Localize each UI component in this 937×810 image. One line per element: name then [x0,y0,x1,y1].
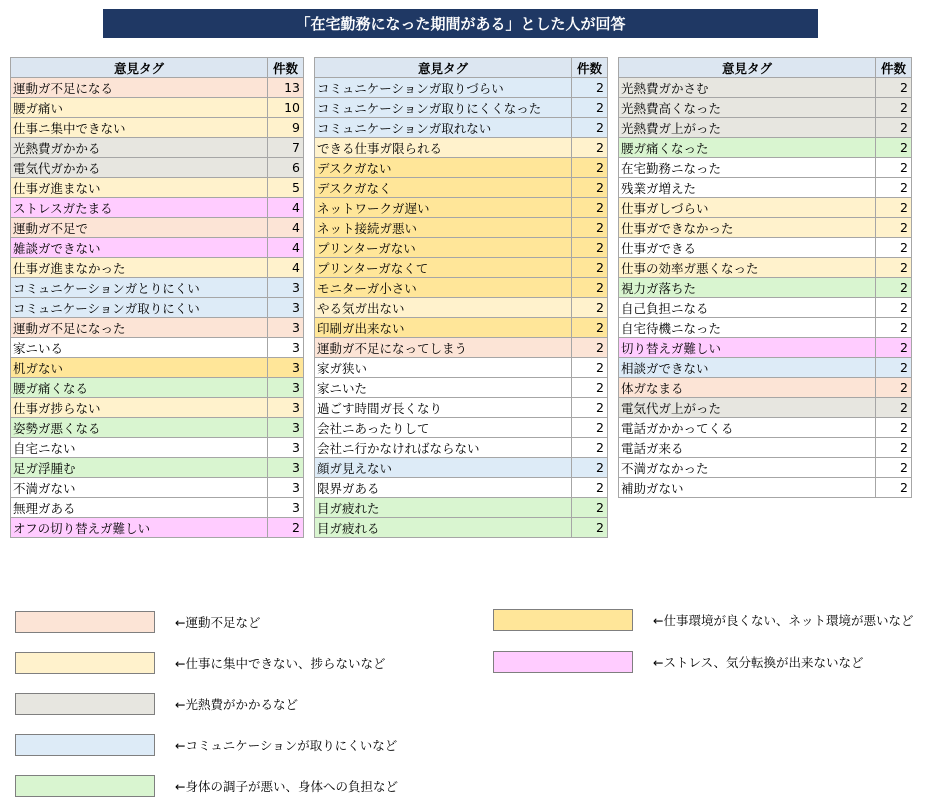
table-row [11,118,304,138]
table-row [315,298,608,318]
count-cell: 13 [268,78,304,98]
legend-label: ←コミュニケーションが取りにくいなど [175,738,398,753]
table-header [11,58,304,78]
tag-cell: コミュニケーションガ取りづらい [315,78,572,98]
tag-cell: 会社ニあったりして [315,418,572,438]
tag-cell: コミュニケーションガ取りにくくなった [315,98,572,118]
count-cell: 2 [572,278,608,298]
count-cell: 2 [876,258,912,278]
tag-cell: 運動ガ不足になった [11,318,268,338]
tag-cell: 在宅勤務ニなった [619,158,876,178]
tag-cell: プリンターガなくて [315,258,572,278]
tag-cell: モニターガ小さい [315,278,572,298]
table-row [619,338,912,358]
tag-cell: 電話ガかかってくる [619,418,876,438]
table-row [11,518,304,538]
table-row [619,418,912,438]
tag-cell: プリンターガない [315,238,572,258]
legend-label: ←光熱費がかかるなど [175,697,298,712]
count-cell: 2 [572,398,608,418]
legend-com [15,734,397,756]
count-cell: 3 [268,278,304,298]
tag-cell: コミュニケーションガとりにくい [11,278,268,298]
count-cell: 2 [876,78,912,98]
legend-label: ←運動不足など [175,615,261,630]
count-cell: 5 [268,178,304,198]
table-row [619,138,912,158]
table-row [315,178,608,198]
tag-cell: 顔ガ見えない [315,458,572,478]
table-row [315,358,608,378]
legend-swatch [15,652,155,674]
tag-cell: 運動ガ不足になってしまう [315,338,572,358]
count-cell: 2 [268,518,304,538]
tag-cell: 家ガ狭い [315,358,572,378]
table-row [619,98,912,118]
table-row [619,298,912,318]
tag-cell: 運動ガ不足になる [11,78,268,98]
table-row [11,338,304,358]
legend-label: ←ストレス、気分転換が出来ないなど [653,655,864,670]
table-row [315,478,608,498]
count-cell: 10 [268,98,304,118]
count-cell: 2 [876,138,912,158]
count-cell: 2 [572,138,608,158]
table-row [315,258,608,278]
count-cell: 2 [572,118,608,138]
legend-swatch [493,651,633,673]
count-cell: 2 [572,158,608,178]
count-cell: 3 [268,338,304,358]
table-row [315,218,608,238]
count-cell: 2 [572,98,608,118]
tag-cell: 運動ガ不足で [11,218,268,238]
count-cell: 2 [876,358,912,378]
table-row [315,418,608,438]
count-cell: 2 [876,298,912,318]
table-row [11,398,304,418]
table-row [11,358,304,378]
header-tag: 意見タグ [11,58,268,78]
table-row [315,378,608,398]
table-row [619,238,912,258]
table-row [11,258,304,278]
tag-cell: 光熱費高くなった [619,98,876,118]
table-row [315,498,608,518]
count-cell: 2 [572,198,608,218]
header-count: 件数 [876,58,912,78]
count-cell: 3 [268,418,304,438]
table-header [315,58,608,78]
count-cell: 2 [876,238,912,258]
table-row [619,278,912,298]
count-cell: 9 [268,118,304,138]
count-cell: 3 [268,298,304,318]
table-row [619,78,912,98]
count-cell: 4 [268,198,304,218]
count-cell: 2 [876,418,912,438]
table-row [619,438,912,458]
table-row [11,378,304,398]
table-row [619,458,912,478]
count-cell: 2 [572,378,608,398]
tag-cell: 雑談ガできない [11,238,268,258]
table-row [315,158,608,178]
count-cell: 2 [876,378,912,398]
tag-cell: 過ごす時間ガ長くなり [315,398,572,418]
count-cell: 2 [572,238,608,258]
tag-cell: 自己負担ニなる [619,298,876,318]
table-row [11,318,304,338]
count-cell: 2 [876,198,912,218]
tag-cell: 光熱費ガ上がった [619,118,876,138]
tag-cell: 電気代ガかかる [11,158,268,178]
tag-cell: デスクガない [315,158,572,178]
tag-cell: 印刷ガ出来ない [315,318,572,338]
tag-cell: 仕事ガ捗らない [11,398,268,418]
table-row [315,118,608,138]
count-cell: 2 [876,438,912,458]
count-cell: 3 [268,358,304,378]
legend-undo [15,611,260,633]
legend-shigoto [15,652,385,674]
table-row [619,318,912,338]
tag-cell: 腰ガ痛くなる [11,378,268,398]
table-row [619,478,912,498]
count-cell: 3 [268,398,304,418]
table-row [619,118,912,138]
count-cell: 2 [876,458,912,478]
table-row [315,278,608,298]
table-row [315,458,608,478]
table-row [619,378,912,398]
count-cell: 2 [876,178,912,198]
legend-kou [15,693,298,715]
tag-cell: 切り替えガ難しい [619,338,876,358]
table-row [11,298,304,318]
count-cell: 2 [876,218,912,238]
count-cell: 3 [268,318,304,338]
count-cell: 7 [268,138,304,158]
count-cell: 2 [572,178,608,198]
tag-cell: 不満ガない [11,478,268,498]
tag-cell: コミュニケーションガ取りにくい [11,298,268,318]
table-row [315,438,608,458]
tag-cell: 電話ガ来る [619,438,876,458]
legend-label: ←身体の調子が悪い、身体への負担など [175,779,398,794]
tag-cell: 姿勢ガ悪くなる [11,418,268,438]
count-cell: 2 [876,398,912,418]
tag-cell: 限界ガある [315,478,572,498]
table-row [315,78,608,98]
table-row [11,418,304,438]
tag-cell: 仕事ガ進まない [11,178,268,198]
table-row [315,98,608,118]
count-cell: 2 [572,418,608,438]
tag-cell: 相談ガできない [619,358,876,378]
table-row [315,238,608,258]
table-row [619,198,912,218]
tag-cell: 仕事の効率ガ悪くなった [619,258,876,278]
tag-cell: 体ガなまる [619,378,876,398]
count-cell: 3 [268,498,304,518]
table-row [11,178,304,198]
tag-cell: 目ガ疲れた [315,498,572,518]
tag-cell: 自宅ニない [11,438,268,458]
table-row [619,398,912,418]
header-tag: 意見タグ [315,58,572,78]
tag-cell: ストレスガたまる [11,198,268,218]
count-cell: 3 [268,458,304,478]
tag-cell: 光熱費ガかかる [11,138,268,158]
count-cell: 2 [572,498,608,518]
tag-table-2 [314,57,608,538]
table-row [315,518,608,538]
count-cell: 2 [572,78,608,98]
count-cell: 2 [572,298,608,318]
count-cell: 4 [268,238,304,258]
count-cell: 2 [572,518,608,538]
count-cell: 2 [572,358,608,378]
tag-cell: 家ニいる [11,338,268,358]
tag-cell: できる仕事ガ限られる [315,138,572,158]
count-cell: 2 [876,478,912,498]
count-cell: 4 [268,258,304,278]
legend-label: ←仕事に集中できない、捗らないなど [175,656,386,671]
table-row [619,258,912,278]
legend-swatch [15,611,155,633]
tag-cell: 無理ガある [11,498,268,518]
tag-cell: やる気ガ出ない [315,298,572,318]
legend-swatch [15,775,155,797]
count-cell: 3 [268,378,304,398]
table-row [315,138,608,158]
count-cell: 6 [268,158,304,178]
tag-cell: 目ガ疲れる [315,518,572,538]
tag-cell: 残業ガ増えた [619,178,876,198]
legend-label: ←仕事環境が良くない、ネット環境が悪いなど [653,613,914,628]
count-cell: 4 [268,218,304,238]
table-row [11,478,304,498]
tag-cell: 仕事ガ進まなかった [11,258,268,278]
table-header [619,58,912,78]
table-row [315,318,608,338]
count-cell: 2 [572,218,608,238]
header-count: 件数 [572,58,608,78]
tag-cell: 視力ガ落ちた [619,278,876,298]
table-row [11,198,304,218]
tag-cell: 会社ニ行かなければならない [315,438,572,458]
tag-cell: ネット接続ガ悪い [315,218,572,238]
page-title: 「在宅勤務になった期間がある」とした人が回答 [103,9,818,38]
count-cell: 2 [572,458,608,478]
table-row [11,458,304,478]
count-cell: 2 [876,98,912,118]
table-row [11,238,304,258]
legend-swatch [15,734,155,756]
table-row [11,138,304,158]
header-tag: 意見タグ [619,58,876,78]
tag-cell: 腰ガ痛くなった [619,138,876,158]
table-row [11,78,304,98]
count-cell: 2 [572,338,608,358]
tag-cell: 仕事ガしづらい [619,198,876,218]
count-cell: 2 [876,278,912,298]
tag-cell: オフの切り替えガ難しい [11,518,268,538]
table-row [619,178,912,198]
table-row [619,158,912,178]
table-row [11,98,304,118]
tag-cell: 仕事ガできなかった [619,218,876,238]
legend-karada [15,775,398,797]
table-row [11,278,304,298]
header-count: 件数 [268,58,304,78]
tag-cell: 光熱費ガかさむ [619,78,876,98]
tag-table-1 [10,57,304,538]
tag-cell: デスクガなく [315,178,572,198]
count-cell: 3 [268,478,304,498]
count-cell: 3 [268,438,304,458]
table-row [619,218,912,238]
table-row [315,198,608,218]
tag-cell: コミュニケーションガ取れない [315,118,572,138]
tag-cell: 補助ガない [619,478,876,498]
tag-cell: 仕事ニ集中できない [11,118,268,138]
count-cell: 2 [876,338,912,358]
count-cell: 2 [572,478,608,498]
table-row [315,338,608,358]
table-row [11,438,304,458]
tag-cell: 机ガない [11,358,268,378]
table-row [11,218,304,238]
count-cell: 2 [572,318,608,338]
count-cell: 2 [876,158,912,178]
legend-swatch [493,609,633,631]
tag-cell: 自宅待機ニなった [619,318,876,338]
count-cell: 2 [876,118,912,138]
table-row [619,358,912,378]
count-cell: 2 [876,318,912,338]
tag-cell: ネットワークガ遅い [315,198,572,218]
tag-cell: 電気代ガ上がった [619,398,876,418]
table-row [315,398,608,418]
table-row [11,498,304,518]
legend-kankyo [493,609,913,631]
tag-cell: 仕事ガできる [619,238,876,258]
tag-cell: 家ニいた [315,378,572,398]
table-row [11,158,304,178]
tag-table-3 [618,57,912,498]
tag-cell: 不満ガなかった [619,458,876,478]
tag-cell: 足ガ浮腫む [11,458,268,478]
count-cell: 2 [572,258,608,278]
tag-cell: 腰ガ痛い [11,98,268,118]
legend-stress [493,651,863,673]
count-cell: 2 [572,438,608,458]
legend-swatch [15,693,155,715]
